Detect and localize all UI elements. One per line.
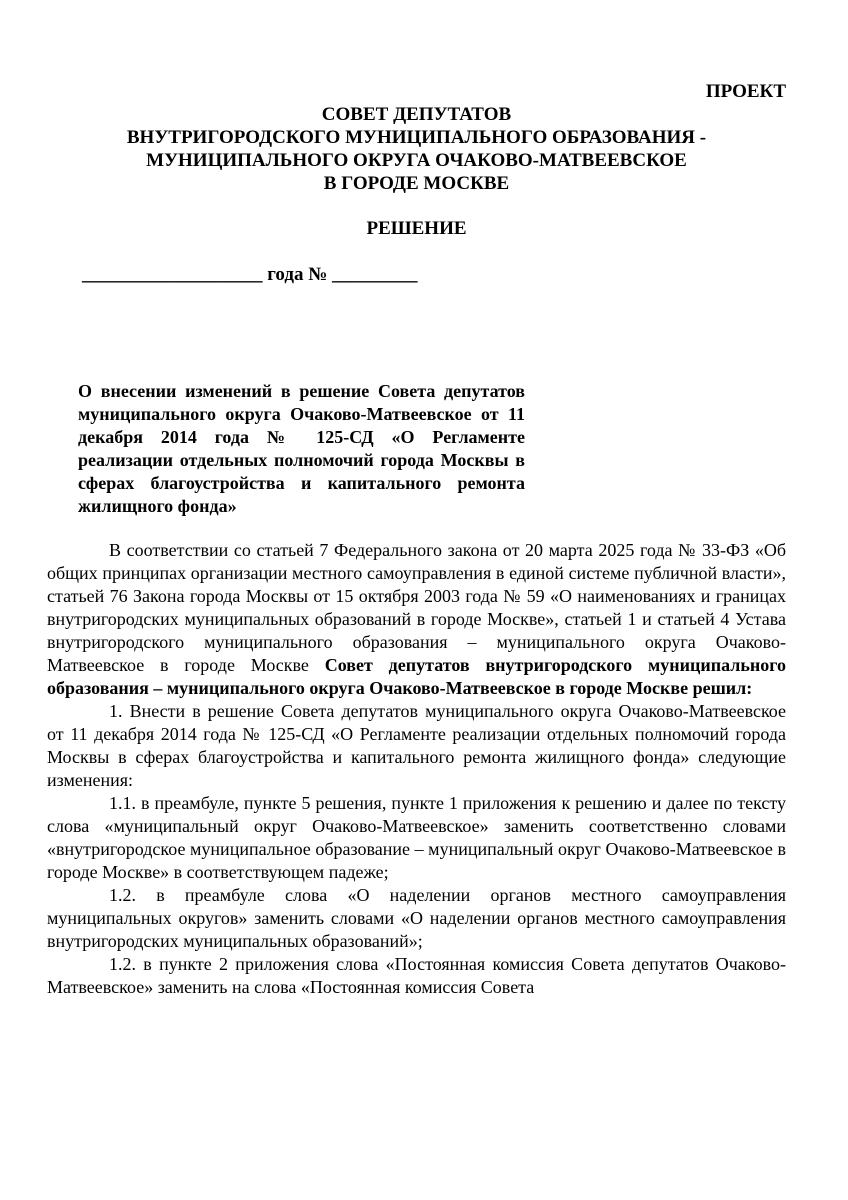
draft-stamp: ПРОЕКТ — [705, 81, 786, 102]
paragraph-preamble — [47, 539, 786, 700]
org-header — [47, 103, 786, 195]
org-header-line-3: МУНИЦИПАЛЬНОГО ОКРУГА ОЧАКОВО-МАТВЕЕВСКОЕ — [146, 150, 687, 171]
doc-title: О внесении изменений в решение Совета депутатов муниципального округа Очаково-Матвеевское от 11 декабря 2014 года № 125-СД «О Регламенте реализации отдельных полномочий города Москвы в сферах благоустройства и капитального ремонта жилищного фонда» — [78, 381, 525, 516]
doc-body — [47, 539, 786, 999]
org-header-line-1: СОВЕТ ДЕПУТАТОВ — [321, 104, 512, 125]
date-number-line: ___________________ года № _________ — [82, 264, 418, 285]
resolved-clause-bold: Совет депутатов внутригородского муниципального образования – муниципального округа Очаково-Матвеевское в городе Москве решил: — [47, 655, 786, 698]
org-header-line-4: В ГОРОДЕ МОСКВЕ — [323, 173, 510, 194]
org-header-line-2: ВНУТРИГОРОДСКОГО МУНИЦИПАЛЬНОГО ОБРАЗОВАНИЯ - — [126, 127, 707, 148]
paragraph-item-1: 1. Внести в решение Совета депутатов муниципального округа Очаково-Матвеевское от 11 декабря 2014 года № 125-СД «О Регламенте реализации отдельных полномочий города Москвы в сферах благоустройства и капитального ремонта жилищного фонда» следующие изменения: — [47, 701, 786, 790]
paragraph-item-1-2-first: 1.2. в преамбуле слова «О наделении органов местного самоуправления муниципальных округов» заменить словами «О наделении органов местного самоуправления внутригородских муниципальных образований»; — [47, 885, 786, 951]
preamble-text: В соответствии со статьей 7 Федерального закона от 20 марта 2025 года № 33-ФЗ «Об общих принципах организации местного самоуправления в единой системе публичной власти», статьей 76 Закона города Москвы от 15 октября 2003 года № 59 «О наименованиях и границах внутригородских муниципальных образований в городе Москве», статьей 1 и статьей 4 Устава внутригородского муниципального образования – муниципального округа Очаково-Матвеевское в городе Москве — [47, 540, 786, 675]
paragraph-item-1-1: 1.1. в преамбуле, пункте 5 решения, пункте 1 приложения к решению и далее по тексту слова «муниципальный округ Очаково-Матвеевское» заменить соответственно словами «внутригородское муниципальное образование – муниципальный округ Очаково-Матвеевское в городе Москве» в соответствующем падеже; — [47, 793, 786, 882]
paragraph-item-1-2-second: 1.2. в пункте 2 приложения слова «Постоянная комиссия Совета депутатов Очаково-Матвеевское» заменить на слова «Постоянная комиссия Совета — [47, 954, 786, 997]
doc-type-heading: РЕШЕНИЕ — [366, 218, 467, 239]
